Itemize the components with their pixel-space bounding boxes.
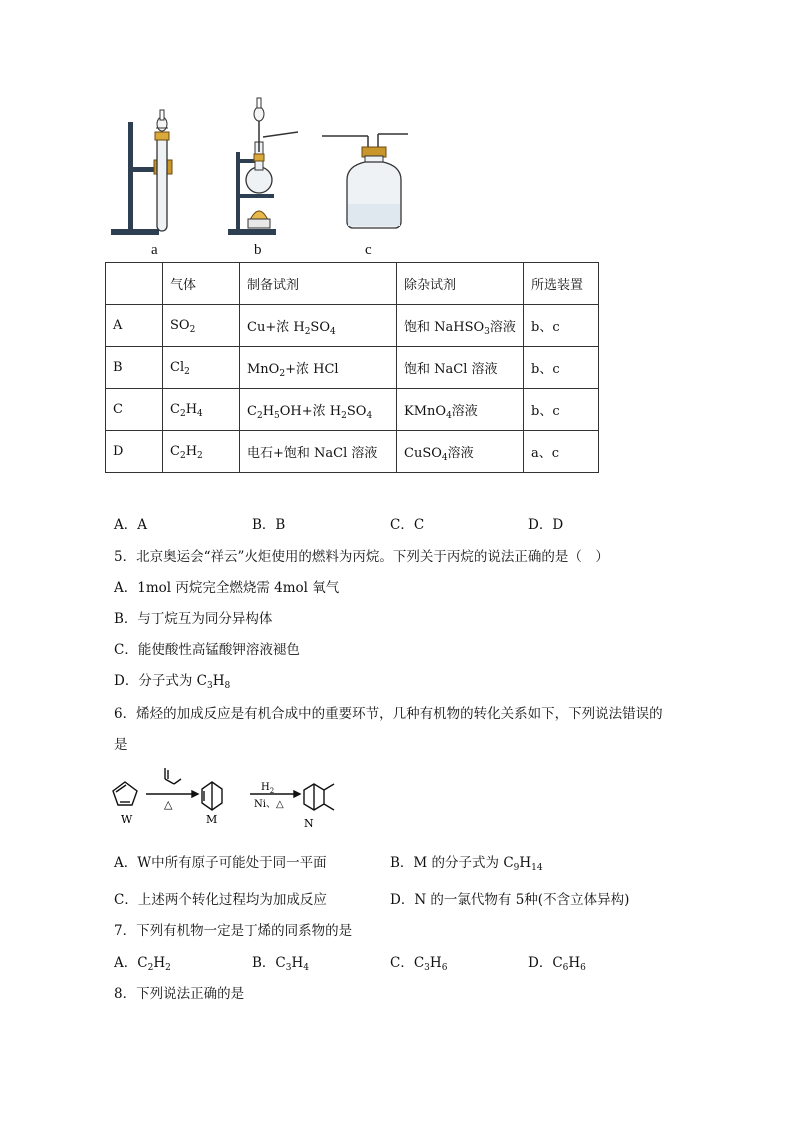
apparatus-b-label: b <box>254 242 262 258</box>
row-clean: KMnO$_4$溶液 <box>397 389 524 431</box>
apparatus-figure <box>108 92 408 242</box>
q5-stem: 5．北京奥运会“祥云”火炬使用的燃料为丙烷。下列关于丙烷的说法正确的是（ ） <box>114 549 609 565</box>
q4-option-b[interactable]: B．B <box>252 517 286 533</box>
n-label: N <box>304 817 314 830</box>
q4-option-a[interactable]: A．A <box>114 517 147 533</box>
q5-option-a[interactable]: A．1mol 丙烷完全燃烧需 4mol 氧气 <box>114 580 340 596</box>
row-device: b、c <box>524 347 599 389</box>
q5-option-b[interactable]: B．与丁烷互为同分异构体 <box>114 611 273 627</box>
apparatus-a-label: a <box>151 242 158 258</box>
row-prep: MnO$_2$+浓 HCl <box>240 347 397 389</box>
reaction-scheme <box>108 765 348 835</box>
row-gas: $SO_2$ <box>163 305 240 347</box>
table-header-cell: 制备试剂 <box>240 263 397 305</box>
row-device: b、c <box>524 389 599 431</box>
q4-option-c[interactable]: C．C <box>390 517 425 533</box>
q6-option-b[interactable]: B．M 的分子式为 $C_9H_{14}$ <box>390 855 543 873</box>
q7-stem: 7．下列有机物一定是丁烯的同系物的是 <box>114 923 353 939</box>
m-label: M <box>206 813 218 826</box>
table-row <box>106 305 599 347</box>
condition-heat: △ <box>164 798 173 811</box>
reagent-table <box>105 262 599 473</box>
q7-option-d[interactable]: D．$C_6H_6$ <box>528 955 586 973</box>
table-row <box>106 347 599 389</box>
q8-stem: 8．下列说法正确的是 <box>114 986 245 1002</box>
row-prep: $C_2H_5OH+$浓 $H_2SO_4$ <box>240 389 397 431</box>
row-prep: 电石+饱和 NaCl 溶液 <box>240 431 397 473</box>
q6-option-a[interactable]: A．W中所有原子可能处于同一平面 <box>114 855 327 871</box>
table-header-cell: 气体 <box>163 263 240 305</box>
q7-option-b[interactable]: B．$C_3H_4$ <box>252 955 309 973</box>
apparatus-c-label: c <box>365 242 372 258</box>
q7-option-a[interactable]: A．$C_2H_2$ <box>114 955 171 973</box>
q6-option-c[interactable]: C．上述两个转化过程均为加成反应 <box>114 892 327 908</box>
q6-stem-cont: 是 <box>114 737 128 753</box>
table-row <box>106 389 599 431</box>
apparatus-c-drawing <box>322 134 408 228</box>
condition-ni-heat: Ni、△ <box>254 799 284 810</box>
q5-option-d[interactable]: D．分子式为 $C_3H_8$ <box>114 673 231 691</box>
q7-option-c[interactable]: C．$C_3H_6$ <box>390 955 448 973</box>
condition-h2: $H_2$ <box>261 782 275 795</box>
row-gas: $C_2H_2$ <box>163 431 240 473</box>
table-row <box>106 431 599 473</box>
row-clean: 饱和 NaHSO$_3$溶液 <box>397 305 524 347</box>
row-option: D <box>106 431 163 473</box>
row-prep: Cu+浓 $H_2SO_4$ <box>240 305 397 347</box>
row-gas: $Cl_2$ <box>163 347 240 389</box>
row-clean: 饱和 NaCl 溶液 <box>397 347 524 389</box>
q6-option-d[interactable]: D．N 的一氯代物有 5种(不含立体异构) <box>390 892 630 908</box>
table-header-row <box>106 263 599 305</box>
table-header-cell: 所选装置 <box>524 263 599 305</box>
row-clean: CuSO$_4$溶液 <box>397 431 524 473</box>
row-option: C <box>106 389 163 431</box>
row-option: B <box>106 347 163 389</box>
row-option: A <box>106 305 163 347</box>
table-header-cell: 除杂试剂 <box>397 263 524 305</box>
table-header-cell <box>106 263 163 305</box>
apparatus-a-drawing <box>111 110 172 235</box>
q6-stem: 6．烯烃的加成反应是有机合成中的重要环节，几种有机物的转化关系如下，下列说法错误的 <box>114 706 663 722</box>
q4-option-d[interactable]: D．D <box>528 517 564 533</box>
row-gas: $C_2H_4$ <box>163 389 240 431</box>
row-device: b、c <box>524 305 599 347</box>
row-device: a、c <box>524 431 599 473</box>
q5-option-c[interactable]: C．能使酸性高锰酸钾溶液褪色 <box>114 642 300 658</box>
apparatus-b-drawing <box>228 98 298 235</box>
w-label: W <box>121 813 133 826</box>
